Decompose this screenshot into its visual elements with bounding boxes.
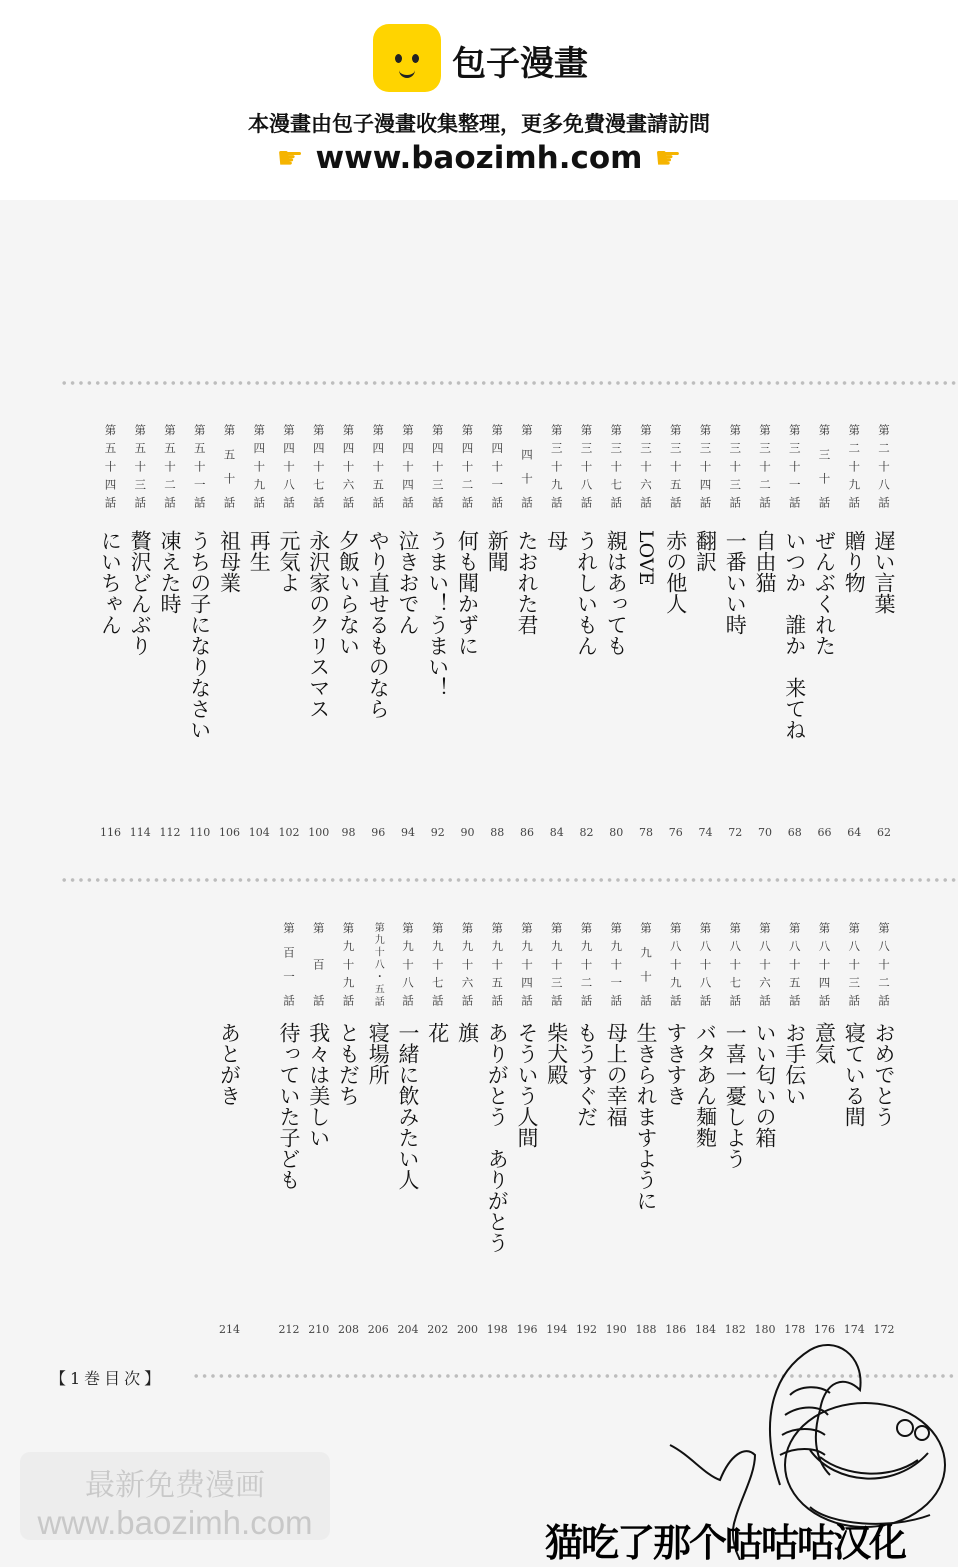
episode-title: 贈り物 [842, 530, 867, 593]
episode-title: 遅い言葉 [872, 530, 896, 614]
dotted-divider [60, 380, 958, 386]
episode-title: うれしいもん [574, 530, 599, 656]
episode-title: いい匂いの箱 [753, 1022, 777, 1148]
episode-title: 何も聞かずに [455, 530, 480, 656]
page-number: 106 [219, 826, 240, 839]
episode-title: いつか 誰か 来てね [782, 530, 807, 740]
page-number: 206 [367, 1323, 389, 1336]
episode-number: 第八十九話 [668, 922, 683, 1006]
page-number: 200 [457, 1323, 478, 1336]
page-number: 174 [843, 1323, 865, 1336]
page-number: 182 [724, 1323, 746, 1336]
episode-number: 第五十三話 [133, 424, 148, 508]
page-number: 78 [639, 826, 653, 839]
episode-title: 寝場所 [366, 1022, 391, 1085]
page-number: 208 [338, 1323, 359, 1336]
episode-title: 親はあっても [604, 530, 629, 656]
page-number: 86 [520, 826, 534, 839]
page-number: 90 [460, 826, 475, 839]
episode-number: 第四十四話 [401, 424, 415, 508]
pointing-hand-icon: ☛ [276, 141, 304, 176]
page-number: 72 [728, 826, 743, 839]
episode-number: 第三十七話 [609, 424, 624, 508]
page-number: 102 [278, 826, 300, 839]
episode-title: やり直せるものなら [366, 530, 391, 719]
episode-title: 泣きおでん [396, 530, 420, 635]
page-number: 116 [100, 826, 121, 839]
episode-title: 赤の他人 [663, 530, 688, 614]
episode-title: ともだち [336, 1022, 361, 1106]
episode-title: 意気 [812, 1022, 837, 1064]
episode-title: そういう人間 [515, 1022, 539, 1148]
episode-number: 第八十八話 [698, 922, 713, 1006]
page-number: 66 [817, 826, 832, 839]
episode-title: すきすき [663, 1022, 688, 1106]
episode-title: あとがき [217, 1022, 242, 1106]
episode-title: 柴犬殿 [544, 1022, 569, 1085]
episode-number: 第三十三話 [728, 424, 743, 508]
page-number: 194 [546, 1323, 568, 1336]
page-number: 104 [248, 826, 270, 839]
page-number: 80 [609, 826, 624, 839]
episode-number: 第三十八話 [579, 424, 594, 508]
episode-number: 第三十六話 [639, 424, 653, 508]
page-number: 210 [308, 1323, 330, 1336]
episode-number: 第四十八話 [282, 424, 296, 508]
episode-title: 我々は美しい [306, 1022, 331, 1148]
episode-title: うまい！うまい！ [425, 530, 450, 698]
page-number: 112 [159, 826, 181, 839]
episode-title: 凍えた時 [158, 530, 182, 614]
pointing-hand-icon: ☛ [654, 141, 682, 176]
episode-title: 自由猫 [753, 530, 777, 593]
episode-number: 第百一話 [282, 922, 296, 1006]
page-number: 82 [579, 826, 594, 839]
episode-number: 第九十六話 [460, 922, 475, 1006]
dotted-divider [60, 877, 958, 883]
page-number: 196 [516, 1323, 538, 1336]
episode-number: 第百話 [311, 922, 326, 1006]
episode-title: LOVE [635, 530, 657, 586]
page-number: 188 [635, 1323, 657, 1336]
episode-number: 第八十三話 [847, 922, 862, 1006]
episode-number: 第八十五話 [787, 922, 802, 1006]
episode-title: 一喜一憂しよう [723, 1022, 748, 1169]
episode-title: お手伝い [782, 1022, 807, 1106]
episode-number: 第二十八話 [877, 424, 891, 508]
page-number: 94 [401, 826, 415, 839]
episode-number: 第四十話 [520, 424, 534, 508]
page-number: 92 [430, 826, 445, 839]
episode-title: 贅沢どんぶり [128, 530, 153, 656]
page-number: 204 [397, 1323, 419, 1336]
volume-label: 【1巻目次】 [50, 1369, 165, 1388]
episode-number: 第四十一話 [490, 424, 505, 508]
episode-number: 第八十七話 [728, 922, 743, 1006]
episode-number: 第九十三話 [549, 922, 564, 1006]
episode-title: ありがとう ありがとう [485, 1022, 510, 1253]
episode-title: 母上の幸福 [604, 1022, 629, 1127]
episode-title: 再生 [247, 530, 272, 572]
episode-number: 第九十七話 [430, 922, 445, 1006]
episode-title: 母 [544, 530, 569, 551]
page-number: 192 [576, 1323, 597, 1336]
episode-title: おめでとう [872, 1022, 896, 1127]
episode-title: にいちゃん [98, 530, 123, 635]
episode-number: 第四十六話 [341, 424, 356, 508]
episode-number: 第九十八話 [401, 922, 415, 1006]
page-number: 68 [787, 826, 802, 839]
page-number: 186 [665, 1323, 687, 1336]
episode-number: 第四十五話 [371, 424, 386, 508]
page-number: 172 [873, 1323, 895, 1336]
episode-title: バタあん麺麭 [693, 1022, 718, 1148]
episode-title: ぜんぶくれた [812, 530, 837, 656]
episode-title: うちの子になりなさい [187, 530, 212, 740]
episode-number: 第八十四話 [817, 922, 832, 1006]
page-number: 64 [847, 826, 862, 839]
scanlation-credit: 猫吃了那个咕咕咕汉化 [545, 1521, 906, 1565]
episode-title: 新聞 [485, 530, 510, 572]
episode-title: もうすぐだ [574, 1022, 599, 1127]
site-url-link[interactable]: www.baozimh.com [315, 140, 643, 176]
episode-number: 第九十九話 [341, 922, 356, 1006]
logo-eye [395, 54, 402, 63]
episode-title: 夕飯いらない [336, 530, 361, 656]
episode-number: 第五十二話 [163, 424, 177, 508]
episode-number: 第四十二話 [460, 424, 475, 508]
episode-number: 第九十八・五話 [372, 922, 384, 1006]
episode-title: 翻訳 [693, 530, 718, 572]
episode-number: 第九十五話 [490, 922, 505, 1006]
page-number: 114 [129, 826, 151, 839]
page-number: 198 [486, 1323, 508, 1336]
episode-number: 第八十二話 [877, 922, 891, 1006]
episode-number: 第三十四話 [698, 424, 713, 508]
episode-title: 花 [425, 1022, 450, 1043]
episode-title: 旗 [455, 1022, 480, 1043]
episode-number: 第三十九話 [549, 424, 564, 508]
page-number: 184 [695, 1323, 716, 1336]
episode-title: 一緒に飲みたい人 [396, 1022, 420, 1190]
logo-eye [412, 54, 419, 63]
episode-number: 第二十九話 [847, 424, 862, 508]
header-subtitle: 本漫畫由包子漫畫收集整理，更多免費漫畫請訪問 [248, 112, 710, 136]
page-number: 212 [278, 1323, 300, 1336]
watermark-line1: 最新免费漫画 [85, 1469, 265, 1502]
episode-title: 寝ている間 [842, 1022, 867, 1127]
page-number: 76 [668, 826, 683, 839]
page-number: 176 [814, 1323, 835, 1336]
episode-title: たおれた君 [515, 530, 539, 635]
page-number: 88 [490, 826, 505, 839]
watermark-box[interactable] [20, 1452, 330, 1540]
episode-number: 第五十一話 [192, 424, 207, 508]
episode-number: 第四十三話 [430, 424, 445, 508]
episode-number: 第三十一話 [787, 424, 802, 508]
page-number: 178 [784, 1323, 806, 1336]
page-number: 96 [371, 826, 386, 839]
url-line [0, 140, 958, 176]
logo-mouth [399, 68, 415, 78]
episode-number: 第四十九話 [252, 424, 267, 508]
episode-title: 生きられますように [634, 1022, 658, 1211]
episode-number: 第九十二話 [579, 922, 594, 1006]
episode-number: 第九十一話 [609, 922, 624, 1006]
bun-face-icon[interactable] [373, 24, 441, 92]
page-number: 70 [758, 826, 772, 839]
page-number: 100 [308, 826, 330, 839]
episode-number: 第五十話 [222, 424, 237, 508]
site-header [0, 0, 958, 200]
page-number: 214 [219, 1323, 240, 1336]
episode-title: 祖母業 [217, 530, 242, 593]
episode-number: 第九十話 [639, 922, 653, 1006]
episode-title: 待っていた子ども [277, 1022, 301, 1190]
episode-number: 第三十二話 [758, 424, 772, 508]
episode-title: 元気よ [277, 530, 301, 593]
episode-number: 第九十四話 [520, 922, 534, 1006]
episode-number: 第四十七話 [311, 424, 326, 508]
episode-title: 永沢家のクリスマス [306, 530, 331, 719]
page-number: 202 [427, 1323, 449, 1336]
page-number: 74 [698, 826, 713, 839]
watermark-url: www.baozimh.com [37, 1504, 313, 1541]
episode-number: 第三十話 [817, 424, 832, 508]
page-number: 62 [877, 826, 891, 839]
episode-number: 第八十六話 [758, 922, 772, 1006]
page-number: 84 [549, 826, 564, 839]
brand-title[interactable]: 包子漫畫 [452, 44, 588, 84]
page-number: 190 [605, 1323, 627, 1336]
episode-number: 第五十四話 [103, 424, 118, 508]
episode-number: 第三十五話 [668, 424, 683, 508]
page-number: 98 [341, 826, 356, 839]
page-number: 180 [754, 1323, 776, 1336]
page-number: 110 [189, 826, 211, 839]
episode-title: 一番いい時 [723, 530, 748, 635]
